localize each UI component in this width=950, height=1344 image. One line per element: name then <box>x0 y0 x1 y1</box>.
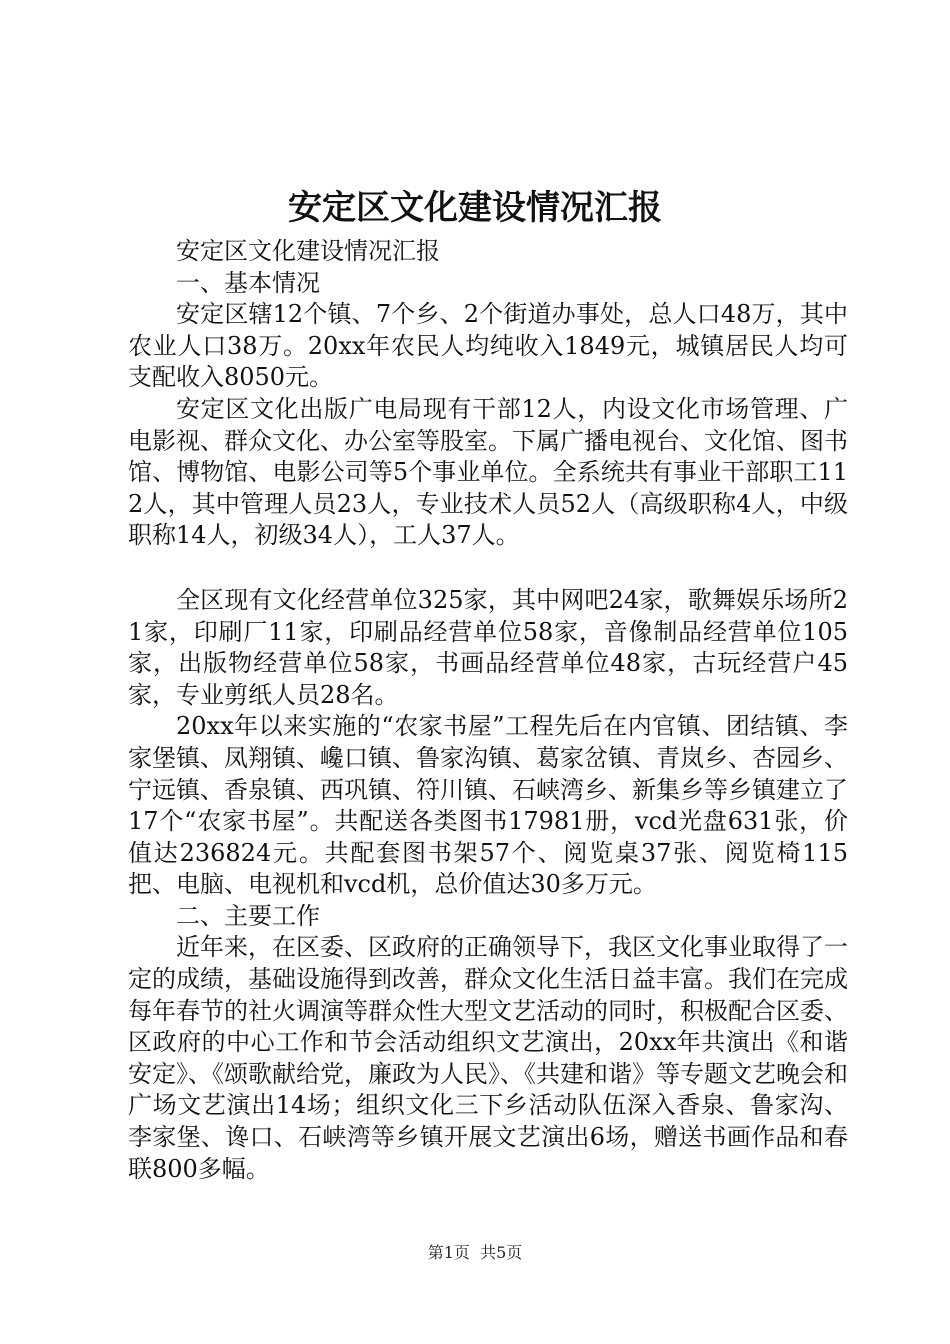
paragraph-population: 安定区辖12个镇、7个乡、2个街道办事处，总人口48万，其中农业人口38万。20xx年农民人均纯收入1849元，城镇居民人均可支配收入8050元。 <box>128 300 848 392</box>
paragraph-business-units: 全区现有文化经营单位325家，其中网吧24家，歌舞娱乐场所21家，印刷厂11家，印刷品经营单位58家，音像制品经营单位105家，出版物经营单位58家，书画品经营单位48家，古玩经营户45家，专业剪纸人员28名。 <box>128 585 848 709</box>
paragraph-achievements: 近年来，在区委、区政府的正确领导下，我区文化事业取得了一定的成绩，基础设施得到改善，群众文化生活日益丰富。我们在完成每年春节的社火调演等群众性大型文艺活动的同时，积极配合区委、区政府的中心工作和节会活动组织文艺演出，20xx年共演出《和谐安定》、《颂歌献给党，廉政为人民》、《共建和谐》等专题文艺晚会和广场文艺演出14场；组织文化三下乡活动队伍深入香泉、鲁家沟、李家堡、谗口、石峡湾等乡镇开展文艺演出6场，赠送书画作品和春联800多幅。 <box>128 933 848 1183</box>
paragraph-farm-bookhouse: 20xx年以来实施的“农家书屋”工程先后在内官镇、团结镇、李家堡镇、凤翔镇、巉口镇、鲁家沟镇、葛家岔镇、青岚乡、杏园乡、宁远镇、香泉镇、西巩镇、符川镇、石峡湾乡、新集乡等乡镇建立了17个“农家书屋”。共配送各类图书17981册，vcd光盘631张，价值达236824元。共配套图书架57个、阅览桌37张、阅览椅115把、电脑、电视机和vcd机，总价值达30多万元。 <box>128 712 848 899</box>
document-body <box>128 236 848 1185</box>
page-total: 共5页 <box>480 1243 523 1262</box>
section-heading-main-work: 二、主要工作 <box>176 901 320 930</box>
subtitle-paragraph: 安定区文化建设情况汇报 <box>176 237 440 265</box>
document-title: 安定区文化建设情况汇报 <box>288 188 662 228</box>
paragraph-bureau-staff: 安定区文化出版广电局现有干部12人，内设文化市场管理、广电影视、群众文化、办公室等股室。下属广播电视台、文化馆、图书馆、博物馆、电影公司等5个事业单位。全系统共有事业干部职工112人，其中管理人员23人，专业技术人员52人（高级职称4人，中级职称14人，初级34人），工人37人。 <box>128 394 848 550</box>
section-heading-basic: 一、基本情况 <box>176 268 320 297</box>
page-footer <box>0 1243 950 1263</box>
page-number: 第1页 <box>427 1243 470 1262</box>
